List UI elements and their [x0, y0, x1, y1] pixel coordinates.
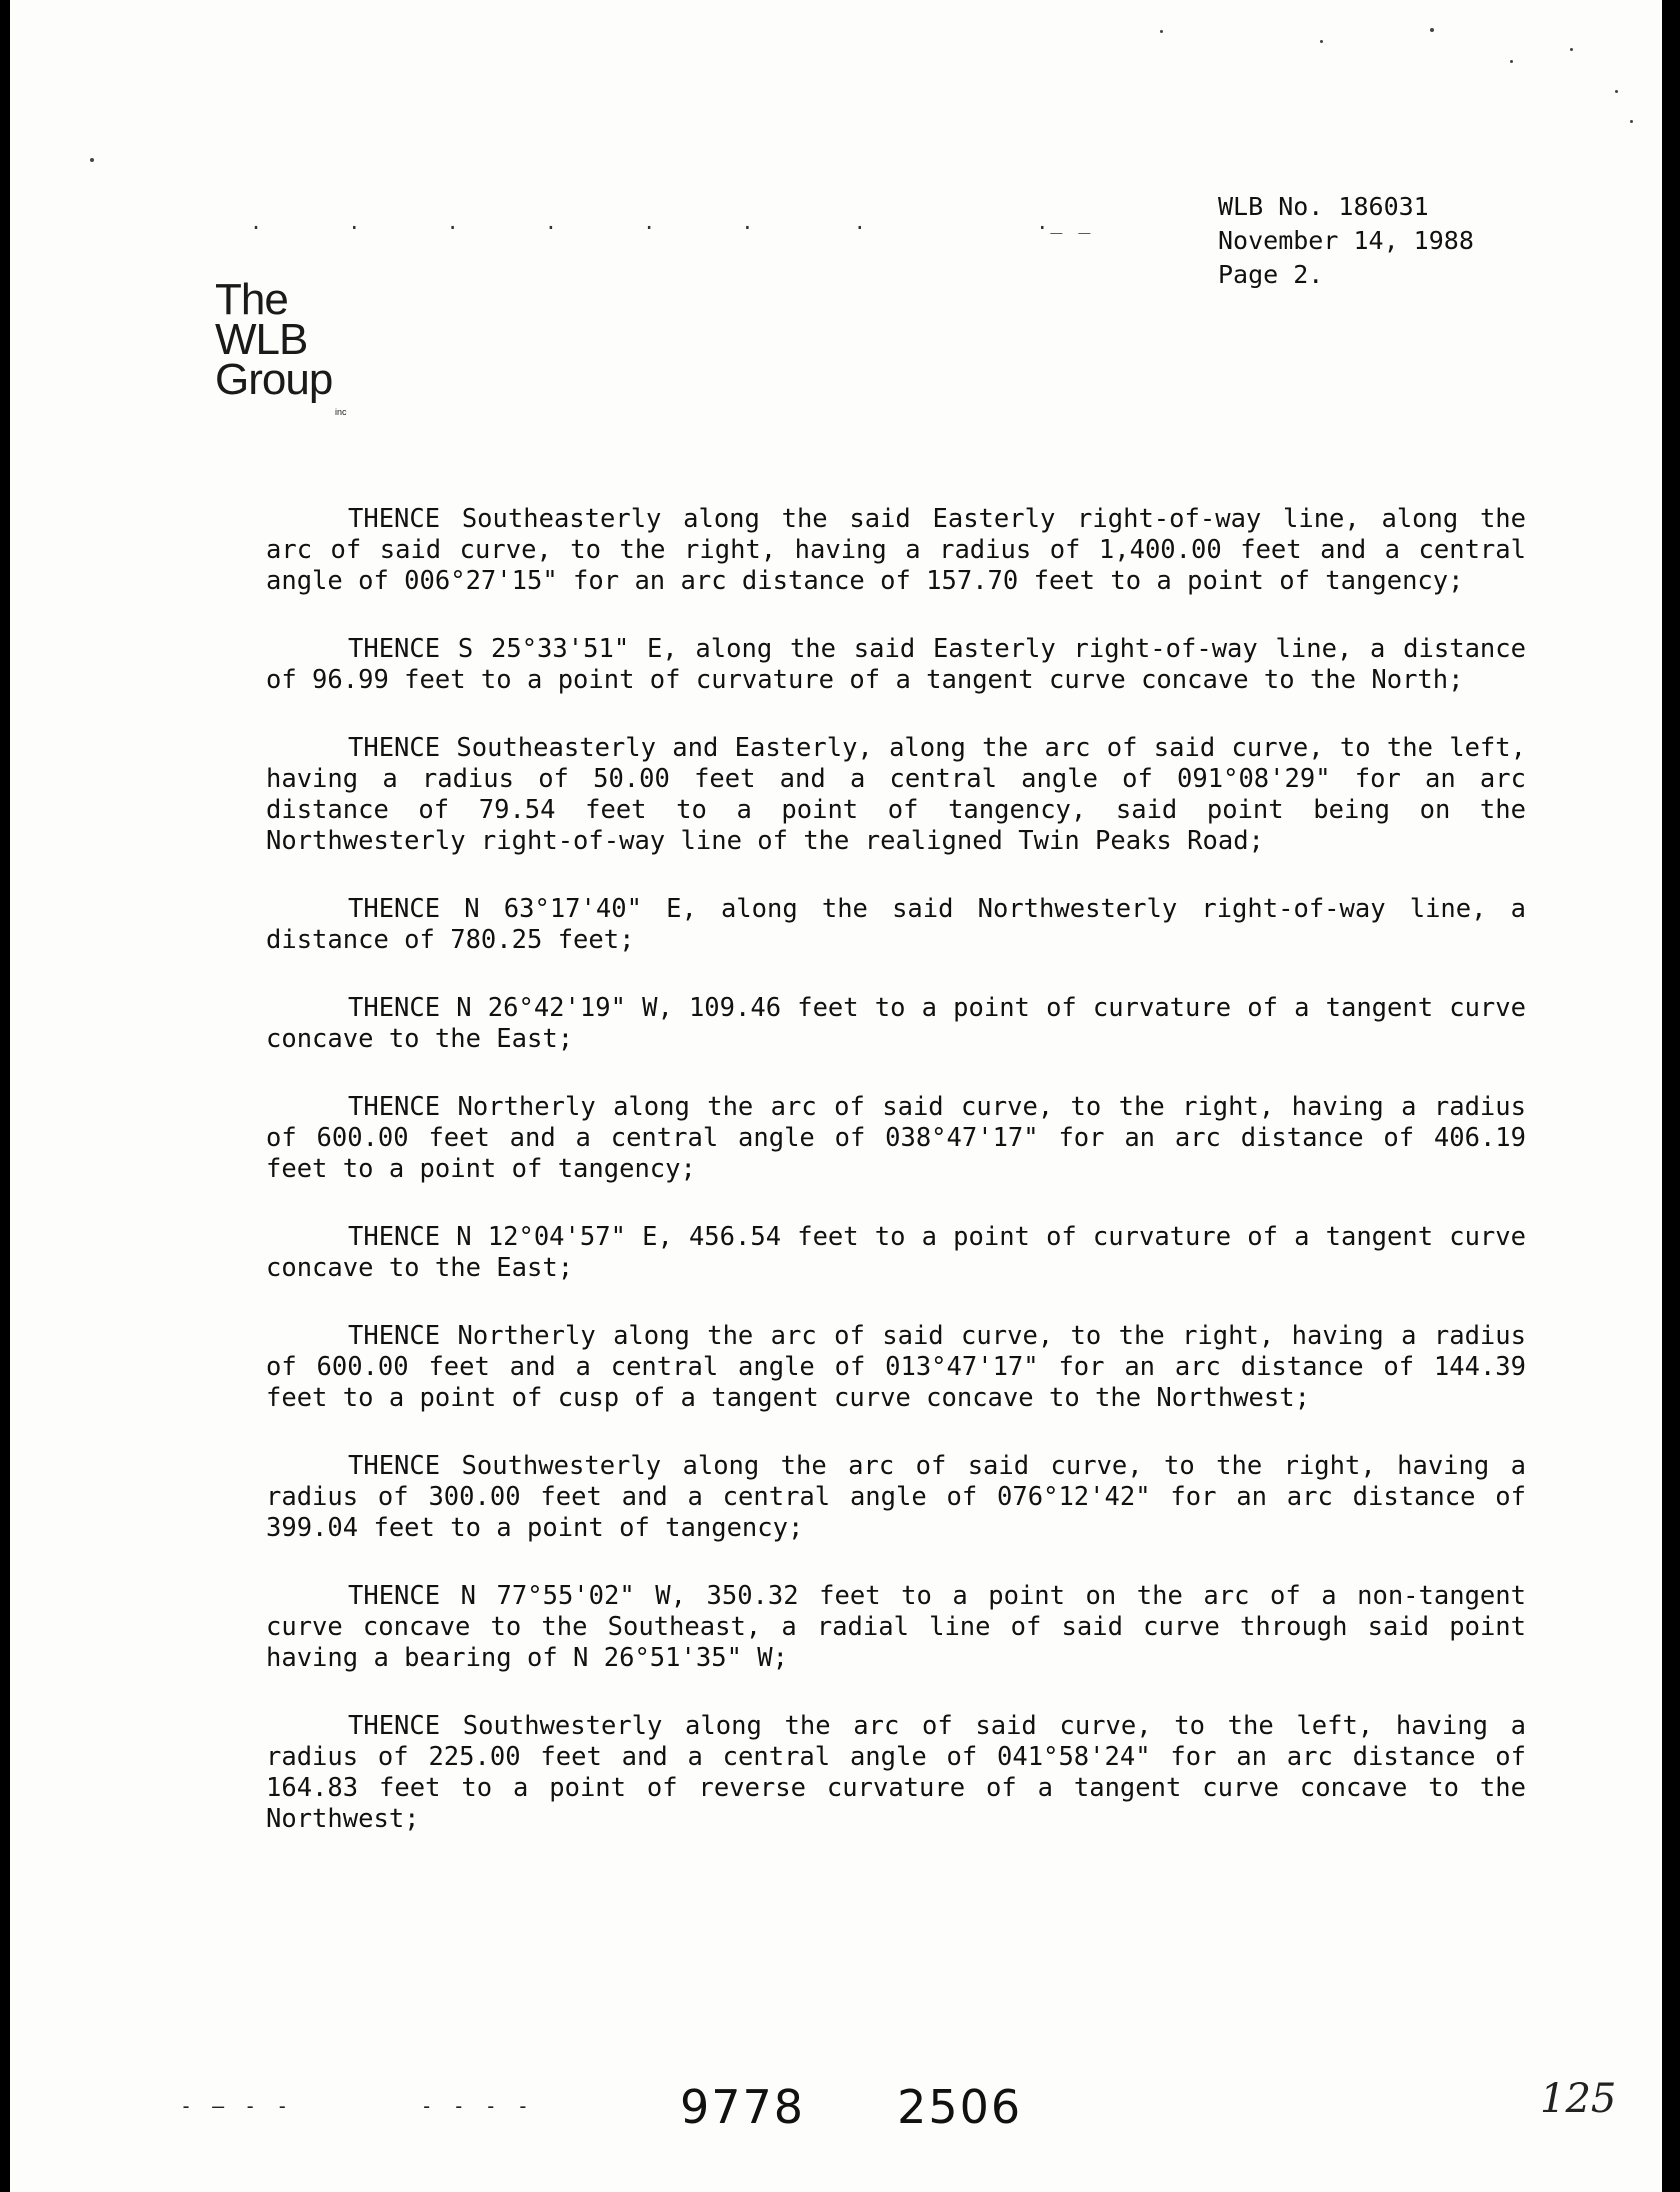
recording-stamp-numbers	[680, 2080, 1114, 2134]
paragraph: THENCE Southwesterly along the arc of said curve, to the right, having a radius of 300.00 feet and a central angle of 076°12'42" for an arc distance of 399.04 feet to a point of tangency;	[266, 1451, 1526, 1543]
paragraph: THENCE Southwesterly along the arc of said curve, to the left, having a radius of 225.00 feet and a central angle of 041°58'24" for an arc distance of 164.83 feet to a point of reverse curvature of a tangent curve concave to the Northwest;	[266, 1711, 1526, 1834]
paragraph: THENCE Northerly along the arc of said curve, to the right, having a radius of 600.00 feet and a central angle of 013°47'17" for an arc distance of 144.39 feet to a point of cusp of a tangent curve concave to the Northwest;	[266, 1321, 1526, 1413]
recording-number-a: 9778	[680, 2080, 806, 2134]
logo-line-the: The	[215, 275, 288, 324]
paragraph: THENCE N 63°17'40" E, along the said Northwesterly right-of-way line, a distance of 780.25 feet;	[266, 894, 1526, 955]
scan-artifact-footer-dashes: - — - - - - - -	[180, 2094, 533, 2118]
document-page	[10, 0, 1662, 2192]
paragraph: THENCE Northerly along the arc of said curve, to the right, having a radius of 600.00 feet and a central angle of 038°47'17" for an arc distance of 406.19 feet to a point of tangency;	[266, 1092, 1526, 1184]
logo-line-wlb: WLB	[215, 315, 308, 364]
scan-speck	[1615, 90, 1618, 93]
scan-speck	[90, 158, 94, 162]
logo-inc-mark: inc	[335, 407, 347, 417]
scan-speck	[1570, 48, 1573, 51]
paragraph: THENCE S 25°33'51" E, along the said Easterly right-of-way line, a distance of 96.99 feet to a point of curvature of a tangent curve concave to the North;	[266, 634, 1526, 695]
paragraph: THENCE N 26°42'19" W, 109.46 feet to a point of curvature of a tangent curve concave to the East;	[266, 993, 1526, 1054]
scan-speck	[1160, 30, 1163, 33]
scan-speck	[1320, 40, 1323, 43]
logo-line-group: Group	[215, 355, 333, 404]
paragraph: THENCE N 12°04'57" E, 456.54 feet to a point of curvature of a tangent curve concave to the East;	[266, 1222, 1526, 1283]
handwritten-mark: 125	[1540, 2076, 1617, 2122]
company-logo	[215, 275, 347, 417]
scan-speck	[1510, 60, 1513, 63]
scan-border-right	[1662, 0, 1680, 2192]
scan-speck	[1430, 28, 1434, 32]
wlb-number: WLB No. 186031	[1218, 192, 1429, 221]
document-date: November 14, 1988	[1218, 226, 1474, 255]
scan-speck	[1630, 120, 1633, 123]
legal-description-body	[266, 504, 1526, 1872]
page-number: Page 2.	[1218, 260, 1324, 289]
paragraph: THENCE N 77°55'02" W, 350.32 feet to a point on the arc of a non-tangent curve concave to the Southeast, a radial line of said curve through said point having a bearing of N 26°51'35" W;	[266, 1581, 1526, 1673]
paragraph: THENCE Southeasterly along the said Easterly right-of-way line, along the arc of said curve, to the right, having a radius of 1,400.00 feet and a central angle of 006°27'15" for an arc distance of 157.70 feet to a point of tangency;	[266, 504, 1526, 596]
paragraph: THENCE Southeasterly and Easterly, along the arc of said curve, to the left, having a radius of 50.00 feet and a central angle of 091°08'29" for an arc distance of 79.54 feet to a point of tangency, said point being on the Northwesterly right-of-way line of the realigned Twin Peaks Road;	[266, 733, 1526, 856]
recording-number-b: 2506	[897, 2080, 1023, 2134]
document-header	[1218, 190, 1474, 292]
scan-artifact-dashes: . . . . . . . ._ _	[250, 210, 1093, 234]
